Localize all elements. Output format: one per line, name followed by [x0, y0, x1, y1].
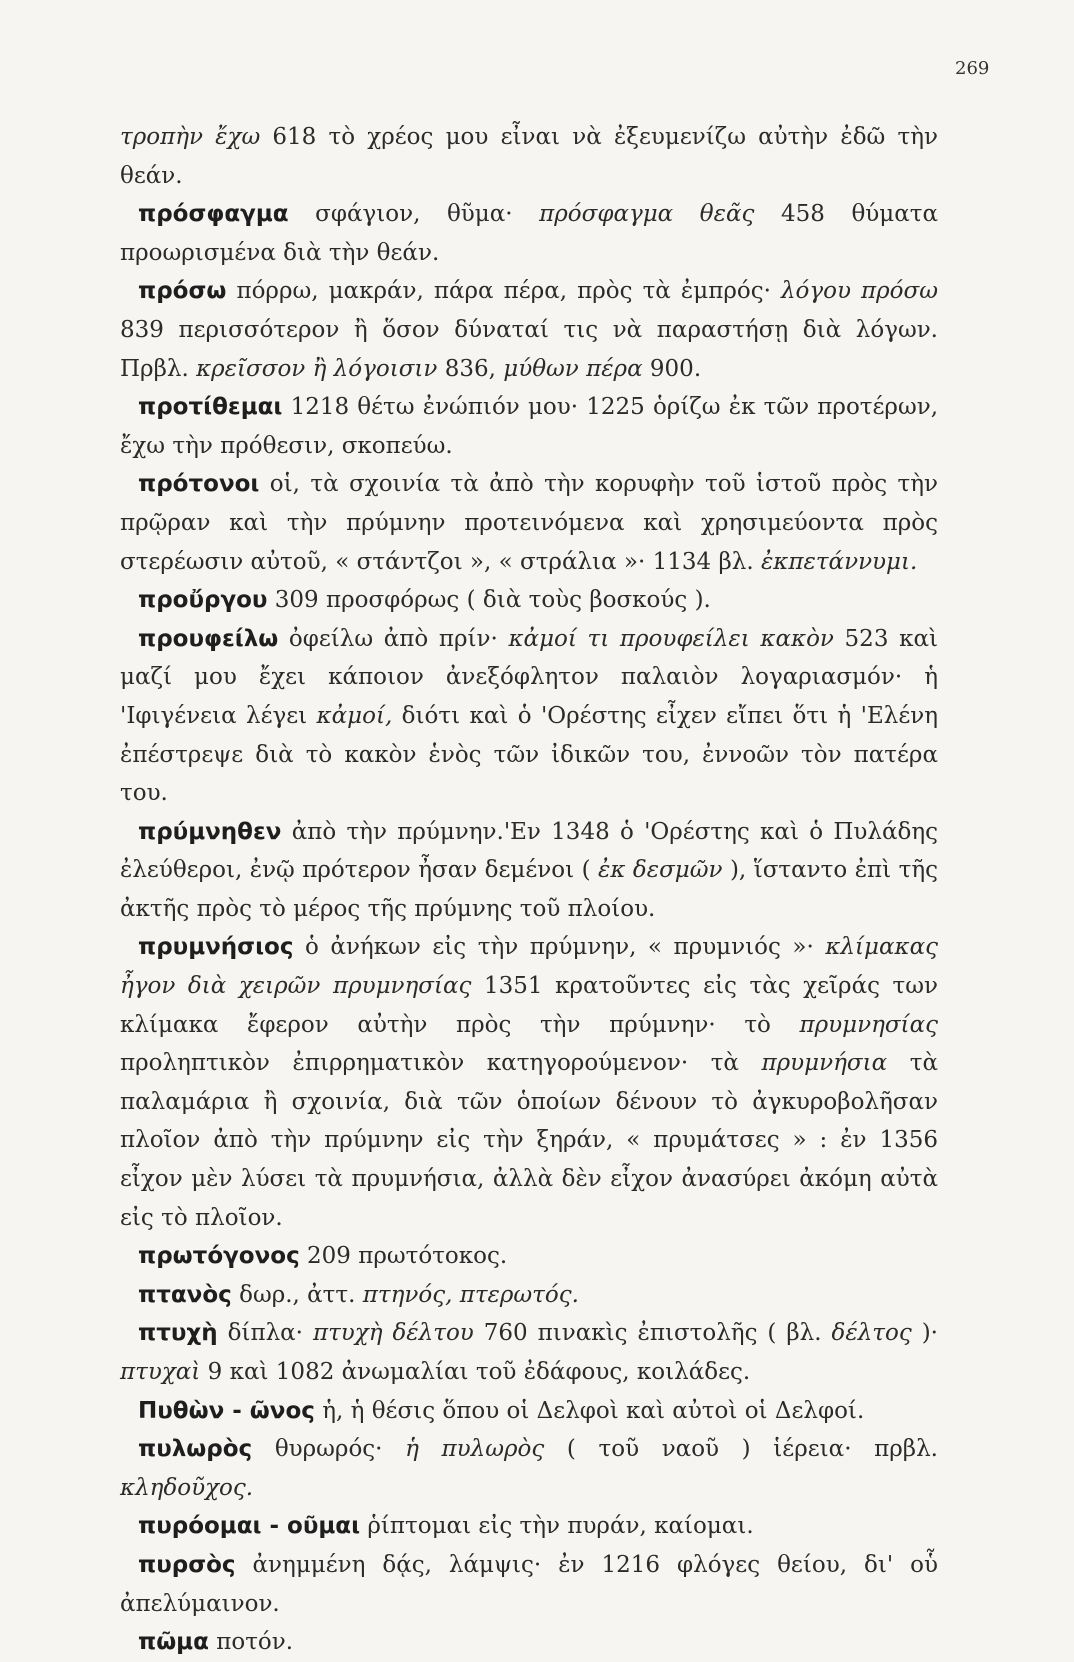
- glossary-entry: [120, 928, 938, 1237]
- entry-quote: ἐκ δεσμῶν: [598, 857, 723, 884]
- entry-headword: προυφείλω: [138, 625, 279, 652]
- entry-definition: 523 καὶ μαζί μου ἔχει κάποιον ἀνεξόφλητον παλαιὸν λογαριασμόν· ἡ 'Ιφιγένεια λέγει: [120, 625, 939, 729]
- glossary-entry: [120, 388, 938, 465]
- entry-headword: Πυθὼν - ῶνος: [138, 1397, 315, 1424]
- entry-headword: πρόσφαγμα: [138, 201, 289, 228]
- entry-quote: μύθων πέρα: [503, 355, 643, 382]
- entry-quote: κἀμοί τι προυφείλει κακὸν: [508, 625, 834, 652]
- entry-definition: ( τοῦ ναοῦ ) ἱέρεια· πρβλ.: [544, 1436, 938, 1463]
- glossary-entry: [120, 1276, 938, 1315]
- entry-definition: 309 προσφόρως ( διὰ τοὺς βοσκούς ).: [267, 587, 711, 614]
- entry-definition: πόρρω, μακράν, πάρα πέρα, πρὸς τὰ ἐμπρός·: [226, 278, 781, 305]
- entry-definition: προληπτικὸν ἐπιρρηματικὸν κατηγορούμενον· τὰ: [120, 1050, 762, 1077]
- entry-definition: σφάγιον, θῦμα·: [288, 201, 540, 228]
- entry-quote: ἐκπετάννυμι.: [760, 548, 918, 575]
- entry-definition: ποτόν.: [208, 1629, 294, 1656]
- entry-definition: δίπλα·: [217, 1320, 313, 1347]
- glossary-entry: [120, 1430, 938, 1507]
- entry-headword: πρωτόγονος: [138, 1243, 300, 1270]
- entry-quote: κληδοῦχος.: [120, 1474, 254, 1501]
- glossary-entry: [120, 620, 938, 813]
- entry-definition: 1218 θέτω ἐνώπιόν μου· 1225 ὁρίζω ἐκ τῶν προτέρων, ἔχω τὴν πρόθεσιν, σκοπεύω.: [120, 394, 938, 459]
- entry-headword: πῶμα: [138, 1629, 209, 1656]
- glossary-entry: [120, 465, 938, 581]
- entry-quote: τροπὴν ἔχω: [120, 124, 261, 150]
- entry-quote: πτυχὴ δέλτου: [312, 1320, 474, 1347]
- entry-definition: )·: [911, 1320, 938, 1347]
- entry-quote: πρυμνήσια: [761, 1050, 888, 1077]
- glossary-entries: [120, 118, 938, 1662]
- entry-quote: δέλτος: [831, 1320, 912, 1347]
- entry-definition: ἀνημμένη δᾴς, λάμψις· ἐν 1216 φλόγες θείου, δι' οὗ ἀπελύμαινον.: [120, 1551, 938, 1617]
- entry-definition: τὰ παλαμάρια ἢ σχοινία, διὰ τῶν ὁποίων δένουν τὸ ἀγκυροβολῆσαν πλοῖον ἀπὸ τὴν πρύμνην εἰς τὴν ξηράν, « πρυμάτσες » : ἐν 1356 εἶχον μὲν λύσει τὰ πρυμνήσια, ἀλλὰ δὲν εἶχον ἀνασύρει ἀκόμη αὐτὰ εἰς τὸ πλοῖον.: [120, 1050, 938, 1231]
- entry-definition: 9 καὶ 1082 ἀνωμαλίαι τοῦ ἐδάφους, κοιλάδες.: [200, 1359, 751, 1385]
- entry-headword: πυρόομαι - οῦμαι: [138, 1513, 361, 1540]
- entry-headword: προτίθεμαι: [138, 394, 283, 421]
- entry-quote: λόγου πρόσω: [780, 278, 938, 305]
- glossary-entry: [120, 581, 938, 620]
- entry-definition: οἱ, τὰ σχοινία τὰ ἀπὸ τὴν κορυφὴν τοῦ ἱστοῦ πρὸς τὴν πρῷραν καὶ τὴν πρύμνην προτεινόμενα καὶ χρησιμεύοντα πρὸς στερέωσιν αὐτοῦ, « στάντζοι », « στράλια »· 1134 βλ.: [120, 471, 938, 575]
- entry-headword: πτυχὴ: [138, 1320, 218, 1347]
- glossary-entry: [120, 1392, 938, 1431]
- entry-definition: 900.: [642, 355, 702, 382]
- entry-headword: πυρσὸς: [138, 1551, 236, 1578]
- entry-headword: προὔργου: [138, 587, 268, 614]
- entry-definition: ), ἵσταντο ἐπὶ τῆς ἀκτῆς πρὸς τὸ μέρος τῆς πρύμνης τοῦ πλοίου.: [120, 857, 939, 922]
- entry-quote: πτηνός, πτερωτός.: [362, 1281, 579, 1308]
- entry-definition: 209 πρωτότοκος.: [299, 1243, 508, 1270]
- entry-definition: δωρ., ἀττ.: [231, 1281, 363, 1308]
- page-number: 269: [955, 58, 990, 79]
- entry-definition: 618 τὸ χρέος μου εἶναι νὰ ἐξευμενίζω αὐτὴν ἐδῶ τὴν θεάν.: [120, 124, 938, 189]
- entry-headword: πρότονοι: [138, 471, 260, 498]
- glossary-entry: [120, 272, 938, 388]
- entry-quote: πρυμνησίας: [799, 1011, 938, 1038]
- entry-definition: 839 περισσότερον ἢ ὅσον δύναταί τις νὰ παραστήσῃ διὰ λόγων. Πρβλ.: [120, 316, 938, 382]
- entry-headword: πρυμνήσιος: [138, 934, 294, 961]
- glossary-entry: [120, 1623, 938, 1662]
- entry-definition: 458 θύματα προωρισμένα διὰ τὴν θεάν.: [120, 201, 939, 266]
- glossary-entry-continuation: [120, 118, 938, 195]
- glossary-entry: [120, 1237, 938, 1276]
- entry-definition: 836,: [437, 355, 504, 382]
- entry-definition: 1351 κρατοῦντες εἰς τὰς χεῖράς των κλίμακα ἔφερον αὐτὴν πρὸς τὴν πρύμνην· τὸ: [120, 973, 938, 1038]
- glossary-entry: [120, 195, 938, 272]
- glossary-entry: [120, 1314, 938, 1391]
- entry-definition: ῥίπτομαι εἰς τὴν πυράν, καίομαι.: [360, 1513, 754, 1540]
- entry-quote: κἀμοί,: [316, 702, 393, 729]
- entry-quote: κρεῖσσον ἢ λόγοισιν: [196, 355, 438, 382]
- glossary-entry: [120, 1507, 938, 1546]
- entry-definition: 760 πινακὶς ἐπιστολῆς ( βλ.: [473, 1320, 832, 1347]
- entry-headword: πυλωρὸς: [138, 1436, 253, 1463]
- entry-definition: θυρωρός·: [252, 1436, 406, 1463]
- entry-quote: ἡ πυλωρὸς: [405, 1436, 545, 1463]
- glossary-entry: [120, 813, 938, 929]
- entry-definition: ἀπὸ τὴν πρύμνην.'Εν 1348 ὁ 'Ορέστης καὶ ὁ Πυλάδης ἐλεύθεροι, ἐνῷ πρότερον ἦσαν δεμένοι (: [120, 818, 938, 884]
- glossary-entry: [120, 1546, 938, 1623]
- entry-quote: πτυχαὶ: [120, 1359, 201, 1385]
- entry-headword: πτανὸς: [138, 1281, 232, 1308]
- entry-quote: πρόσφαγμα θεᾶς: [539, 201, 755, 228]
- entry-headword: πρύμνηθεν: [138, 818, 282, 845]
- entry-definition: διότι καὶ ὁ 'Ορέστης εἶχεν εἴπει ὅτι ἡ 'Ελένη ἐπέστρεψε διὰ τὸ κακὸν ἑνὸς τῶν ἰδικῶν του, ἐννοῶν τὸν πατέρα του.: [120, 702, 938, 807]
- entry-quote: κλίμακας ἦγον διὰ χειρῶν πρυμνησίας: [120, 934, 938, 1000]
- entry-definition: ὀφείλω ἀπὸ πρίν·: [278, 625, 509, 652]
- entry-definition: ἡ, ἡ θέσις ὅπου οἱ Δελφοὶ καὶ αὐτοὶ οἱ Δελφοί.: [314, 1397, 865, 1424]
- entry-definition: ὁ ἀνήκων εἰς τὴν πρύμνην, « πρυμνιός »·: [293, 934, 826, 961]
- entry-headword: πρόσω: [138, 278, 227, 305]
